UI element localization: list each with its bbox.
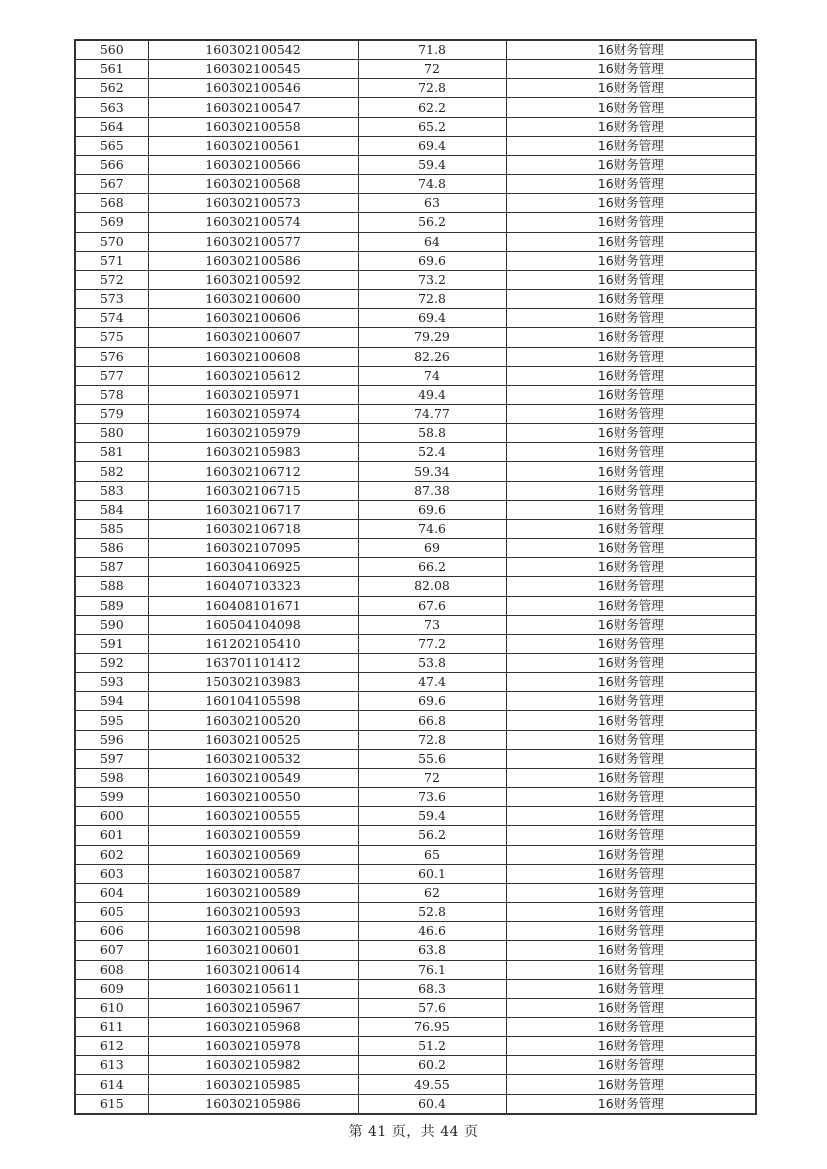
student-id-cell: 163701101412 bbox=[148, 654, 358, 673]
table-row bbox=[75, 788, 756, 807]
student-id-cell: 160302105983 bbox=[148, 443, 358, 462]
student-id-cell: 160302100606 bbox=[148, 309, 358, 328]
major-cell: 16财务管理 bbox=[506, 60, 756, 79]
student-id-cell: 160302100589 bbox=[148, 883, 358, 902]
row-number-cell: 609 bbox=[75, 979, 148, 998]
student-id-cell: 160104105598 bbox=[148, 692, 358, 711]
score-cell: 66.8 bbox=[358, 711, 506, 730]
student-id-cell: 160302105978 bbox=[148, 1037, 358, 1056]
major-cell: 16财务管理 bbox=[506, 807, 756, 826]
row-number-cell: 576 bbox=[75, 347, 148, 366]
student-id-cell: 160302100555 bbox=[148, 807, 358, 826]
student-id-cell: 160302100520 bbox=[148, 711, 358, 730]
score-cell: 69.6 bbox=[358, 500, 506, 519]
score-cell: 62 bbox=[358, 883, 506, 902]
row-number-cell: 575 bbox=[75, 328, 148, 347]
table-row bbox=[75, 462, 756, 481]
row-number-cell: 605 bbox=[75, 903, 148, 922]
score-cell: 52.8 bbox=[358, 903, 506, 922]
score-cell: 77.2 bbox=[358, 634, 506, 653]
table-row bbox=[75, 424, 756, 443]
major-cell: 16财务管理 bbox=[506, 673, 756, 692]
row-number-cell: 569 bbox=[75, 213, 148, 232]
table-row bbox=[75, 213, 756, 232]
student-id-cell: 160302100573 bbox=[148, 194, 358, 213]
table-row bbox=[75, 883, 756, 902]
table-row bbox=[75, 1075, 756, 1094]
score-cell: 79.29 bbox=[358, 328, 506, 347]
score-cell: 74 bbox=[358, 366, 506, 385]
score-cell: 57.6 bbox=[358, 998, 506, 1017]
major-cell: 16财务管理 bbox=[506, 251, 756, 270]
student-id-cell: 160302100547 bbox=[148, 98, 358, 117]
score-cell: 62.2 bbox=[358, 98, 506, 117]
row-number-cell: 584 bbox=[75, 500, 148, 519]
major-cell: 16财务管理 bbox=[506, 117, 756, 136]
student-id-cell: 160302106715 bbox=[148, 481, 358, 500]
major-cell: 16财务管理 bbox=[506, 558, 756, 577]
table-row bbox=[75, 634, 756, 653]
row-number-cell: 564 bbox=[75, 117, 148, 136]
major-cell: 16财务管理 bbox=[506, 500, 756, 519]
student-id-cell: 160302100598 bbox=[148, 922, 358, 941]
row-number-cell: 570 bbox=[75, 232, 148, 251]
student-id-cell: 160302100592 bbox=[148, 270, 358, 289]
score-cell: 51.2 bbox=[358, 1037, 506, 1056]
student-id-cell: 160302105982 bbox=[148, 1056, 358, 1075]
table-row bbox=[75, 749, 756, 768]
row-number-cell: 603 bbox=[75, 864, 148, 883]
student-id-cell: 160302100608 bbox=[148, 347, 358, 366]
major-cell: 16财务管理 bbox=[506, 711, 756, 730]
table-row bbox=[75, 768, 756, 787]
row-number-cell: 594 bbox=[75, 692, 148, 711]
major-cell: 16财务管理 bbox=[506, 615, 756, 634]
row-number-cell: 602 bbox=[75, 845, 148, 864]
score-cell: 59.4 bbox=[358, 807, 506, 826]
student-id-cell: 160302105968 bbox=[148, 1017, 358, 1036]
major-cell: 16财务管理 bbox=[506, 462, 756, 481]
row-number-cell: 593 bbox=[75, 673, 148, 692]
score-cell: 69.4 bbox=[358, 136, 506, 155]
student-id-cell: 160302100525 bbox=[148, 730, 358, 749]
student-id-cell: 160302100545 bbox=[148, 60, 358, 79]
row-number-cell: 613 bbox=[75, 1056, 148, 1075]
major-cell: 16财务管理 bbox=[506, 270, 756, 289]
table-row bbox=[75, 404, 756, 423]
score-cell: 67.6 bbox=[358, 596, 506, 615]
row-number-cell: 587 bbox=[75, 558, 148, 577]
score-cell: 52.4 bbox=[358, 443, 506, 462]
row-number-cell: 607 bbox=[75, 941, 148, 960]
score-table bbox=[74, 39, 757, 1115]
major-cell: 16财务管理 bbox=[506, 309, 756, 328]
major-cell: 16财务管理 bbox=[506, 634, 756, 653]
student-id-cell: 160302100587 bbox=[148, 864, 358, 883]
score-cell: 60.2 bbox=[358, 1056, 506, 1075]
row-number-cell: 592 bbox=[75, 654, 148, 673]
student-id-cell: 160302100561 bbox=[148, 136, 358, 155]
table-row bbox=[75, 903, 756, 922]
student-id-cell: 160504104098 bbox=[148, 615, 358, 634]
table-row bbox=[75, 309, 756, 328]
row-number-cell: 586 bbox=[75, 539, 148, 558]
score-cell: 69.6 bbox=[358, 692, 506, 711]
student-id-cell: 160302100601 bbox=[148, 941, 358, 960]
student-id-cell: 160302100607 bbox=[148, 328, 358, 347]
score-cell: 73.6 bbox=[358, 788, 506, 807]
row-number-cell: 563 bbox=[75, 98, 148, 117]
table-row bbox=[75, 864, 756, 883]
score-cell: 63.8 bbox=[358, 941, 506, 960]
student-id-cell: 160302100568 bbox=[148, 175, 358, 194]
student-id-cell: 160302100614 bbox=[148, 960, 358, 979]
major-cell: 16财务管理 bbox=[506, 1094, 756, 1114]
score-cell: 71.8 bbox=[358, 40, 506, 60]
page-footer: 第 41 页，共 44 页 bbox=[348, 1124, 479, 1140]
major-cell: 16财务管理 bbox=[506, 1056, 756, 1075]
major-cell: 16财务管理 bbox=[506, 788, 756, 807]
table-row bbox=[75, 711, 756, 730]
student-id-cell: 160302105611 bbox=[148, 979, 358, 998]
student-id-cell: 160302105985 bbox=[148, 1075, 358, 1094]
major-cell: 16财务管理 bbox=[506, 328, 756, 347]
row-number-cell: 583 bbox=[75, 481, 148, 500]
score-cell: 53.8 bbox=[358, 654, 506, 673]
student-id-cell: 160302100532 bbox=[148, 749, 358, 768]
major-cell: 16财务管理 bbox=[506, 730, 756, 749]
table-row bbox=[75, 136, 756, 155]
score-cell: 72.8 bbox=[358, 290, 506, 309]
score-cell: 55.6 bbox=[358, 749, 506, 768]
score-cell: 72 bbox=[358, 768, 506, 787]
student-id-cell: 160302105986 bbox=[148, 1094, 358, 1114]
table-row bbox=[75, 232, 756, 251]
score-cell: 63 bbox=[358, 194, 506, 213]
major-cell: 16财务管理 bbox=[506, 213, 756, 232]
row-number-cell: 562 bbox=[75, 79, 148, 98]
major-cell: 16财务管理 bbox=[506, 232, 756, 251]
table-row bbox=[75, 941, 756, 960]
score-cell: 73 bbox=[358, 615, 506, 634]
table-row bbox=[75, 1037, 756, 1056]
row-number-cell: 601 bbox=[75, 826, 148, 845]
student-id-cell: 160302100550 bbox=[148, 788, 358, 807]
student-id-cell: 161202105410 bbox=[148, 634, 358, 653]
score-cell: 59.4 bbox=[358, 155, 506, 174]
table-row bbox=[75, 290, 756, 309]
student-id-cell: 160302100549 bbox=[148, 768, 358, 787]
score-cell: 60.1 bbox=[358, 864, 506, 883]
row-number-cell: 581 bbox=[75, 443, 148, 462]
table-row bbox=[75, 1056, 756, 1075]
student-id-cell: 160302105612 bbox=[148, 366, 358, 385]
row-number-cell: 565 bbox=[75, 136, 148, 155]
row-number-cell: 591 bbox=[75, 634, 148, 653]
row-number-cell: 612 bbox=[75, 1037, 148, 1056]
table-row bbox=[75, 481, 756, 500]
score-cell: 46.6 bbox=[358, 922, 506, 941]
score-cell: 69.4 bbox=[358, 309, 506, 328]
score-cell: 65.2 bbox=[358, 117, 506, 136]
score-cell: 58.8 bbox=[358, 424, 506, 443]
row-number-cell: 580 bbox=[75, 424, 148, 443]
score-cell: 68.3 bbox=[358, 979, 506, 998]
score-table-body bbox=[75, 40, 756, 1114]
major-cell: 16财务管理 bbox=[506, 1017, 756, 1036]
student-id-cell: 160302100542 bbox=[148, 40, 358, 60]
row-number-cell: 571 bbox=[75, 251, 148, 270]
score-cell: 74.8 bbox=[358, 175, 506, 194]
table-row bbox=[75, 385, 756, 404]
table-row bbox=[75, 922, 756, 941]
score-cell: 66.2 bbox=[358, 558, 506, 577]
score-cell: 73.2 bbox=[358, 270, 506, 289]
major-cell: 16财务管理 bbox=[506, 768, 756, 787]
row-number-cell: 567 bbox=[75, 175, 148, 194]
major-cell: 16财务管理 bbox=[506, 577, 756, 596]
table-row bbox=[75, 577, 756, 596]
major-cell: 16财务管理 bbox=[506, 1075, 756, 1094]
student-id-cell: 160302105974 bbox=[148, 404, 358, 423]
major-cell: 16财务管理 bbox=[506, 385, 756, 404]
score-cell: 49.4 bbox=[358, 385, 506, 404]
score-cell: 72 bbox=[358, 60, 506, 79]
row-number-cell: 568 bbox=[75, 194, 148, 213]
table-row bbox=[75, 1094, 756, 1114]
student-id-cell: 160302100574 bbox=[148, 213, 358, 232]
table-row bbox=[75, 596, 756, 615]
major-cell: 16财务管理 bbox=[506, 826, 756, 845]
student-id-cell: 160302100558 bbox=[148, 117, 358, 136]
major-cell: 16财务管理 bbox=[506, 979, 756, 998]
major-cell: 16财务管理 bbox=[506, 290, 756, 309]
row-number-cell: 595 bbox=[75, 711, 148, 730]
table-row bbox=[75, 270, 756, 289]
student-id-cell: 160302106712 bbox=[148, 462, 358, 481]
score-cell: 69 bbox=[358, 539, 506, 558]
table-row bbox=[75, 1017, 756, 1036]
row-number-cell: 598 bbox=[75, 768, 148, 787]
student-id-cell: 160302100569 bbox=[148, 845, 358, 864]
row-number-cell: 608 bbox=[75, 960, 148, 979]
table-row bbox=[75, 155, 756, 174]
row-number-cell: 579 bbox=[75, 404, 148, 423]
student-id-cell: 160302106717 bbox=[148, 500, 358, 519]
major-cell: 16财务管理 bbox=[506, 654, 756, 673]
table-row bbox=[75, 558, 756, 577]
row-number-cell: 577 bbox=[75, 366, 148, 385]
row-number-cell: 578 bbox=[75, 385, 148, 404]
table-row bbox=[75, 539, 756, 558]
student-id-cell: 160302105979 bbox=[148, 424, 358, 443]
score-cell: 65 bbox=[358, 845, 506, 864]
score-cell: 60.4 bbox=[358, 1094, 506, 1114]
major-cell: 16财务管理 bbox=[506, 519, 756, 538]
student-id-cell: 150302103983 bbox=[148, 673, 358, 692]
major-cell: 16财务管理 bbox=[506, 903, 756, 922]
major-cell: 16财务管理 bbox=[506, 79, 756, 98]
table-row bbox=[75, 826, 756, 845]
row-number-cell: 588 bbox=[75, 577, 148, 596]
row-number-cell: 610 bbox=[75, 998, 148, 1017]
major-cell: 16财务管理 bbox=[506, 481, 756, 500]
major-cell: 16财务管理 bbox=[506, 366, 756, 385]
student-id-cell: 160302100577 bbox=[148, 232, 358, 251]
student-id-cell: 160302100600 bbox=[148, 290, 358, 309]
major-cell: 16财务管理 bbox=[506, 596, 756, 615]
score-cell: 69.6 bbox=[358, 251, 506, 270]
table-row bbox=[75, 615, 756, 634]
major-cell: 16财务管理 bbox=[506, 404, 756, 423]
student-id-cell: 160302100586 bbox=[148, 251, 358, 270]
table-row bbox=[75, 366, 756, 385]
table-row bbox=[75, 730, 756, 749]
score-cell: 82.08 bbox=[358, 577, 506, 596]
table-row bbox=[75, 673, 756, 692]
student-id-cell: 160302107095 bbox=[148, 539, 358, 558]
score-cell: 76.95 bbox=[358, 1017, 506, 1036]
table-row bbox=[75, 500, 756, 519]
row-number-cell: 614 bbox=[75, 1075, 148, 1094]
score-cell: 59.34 bbox=[358, 462, 506, 481]
major-cell: 16财务管理 bbox=[506, 155, 756, 174]
table-row bbox=[75, 194, 756, 213]
table-row bbox=[75, 60, 756, 79]
score-cell: 87.38 bbox=[358, 481, 506, 500]
score-cell: 47.4 bbox=[358, 673, 506, 692]
score-cell: 74.77 bbox=[358, 404, 506, 423]
major-cell: 16财务管理 bbox=[506, 998, 756, 1017]
table-row bbox=[75, 692, 756, 711]
table-row bbox=[75, 117, 756, 136]
major-cell: 16财务管理 bbox=[506, 443, 756, 462]
table-row bbox=[75, 998, 756, 1017]
major-cell: 16财务管理 bbox=[506, 960, 756, 979]
major-cell: 16财务管理 bbox=[506, 539, 756, 558]
major-cell: 16财务管理 bbox=[506, 941, 756, 960]
row-number-cell: 606 bbox=[75, 922, 148, 941]
student-id-cell: 160302100593 bbox=[148, 903, 358, 922]
major-cell: 16财务管理 bbox=[506, 692, 756, 711]
table-row bbox=[75, 98, 756, 117]
major-cell: 16财务管理 bbox=[506, 98, 756, 117]
row-number-cell: 582 bbox=[75, 462, 148, 481]
student-id-cell: 160408101671 bbox=[148, 596, 358, 615]
table-row bbox=[75, 347, 756, 366]
table-row bbox=[75, 960, 756, 979]
row-number-cell: 561 bbox=[75, 60, 148, 79]
score-cell: 76.1 bbox=[358, 960, 506, 979]
major-cell: 16财务管理 bbox=[506, 136, 756, 155]
row-number-cell: 573 bbox=[75, 290, 148, 309]
row-number-cell: 560 bbox=[75, 40, 148, 60]
score-cell: 72.8 bbox=[358, 79, 506, 98]
major-cell: 16财务管理 bbox=[506, 845, 756, 864]
student-id-cell: 160302106718 bbox=[148, 519, 358, 538]
row-number-cell: 572 bbox=[75, 270, 148, 289]
row-number-cell: 600 bbox=[75, 807, 148, 826]
table-row bbox=[75, 40, 756, 60]
score-cell: 56.2 bbox=[358, 213, 506, 232]
major-cell: 16财务管理 bbox=[506, 749, 756, 768]
table-row bbox=[75, 979, 756, 998]
row-number-cell: 615 bbox=[75, 1094, 148, 1114]
table-row bbox=[75, 79, 756, 98]
major-cell: 16财务管理 bbox=[506, 883, 756, 902]
row-number-cell: 597 bbox=[75, 749, 148, 768]
score-cell: 72.8 bbox=[358, 730, 506, 749]
student-id-cell: 160302100559 bbox=[148, 826, 358, 845]
score-cell: 74.6 bbox=[358, 519, 506, 538]
major-cell: 16财务管理 bbox=[506, 922, 756, 941]
table-row bbox=[75, 443, 756, 462]
student-id-cell: 160302105971 bbox=[148, 385, 358, 404]
student-id-cell: 160302100546 bbox=[148, 79, 358, 98]
student-id-cell: 160302100566 bbox=[148, 155, 358, 174]
student-id-cell: 160304106925 bbox=[148, 558, 358, 577]
major-cell: 16财务管理 bbox=[506, 347, 756, 366]
student-id-cell: 160302105967 bbox=[148, 998, 358, 1017]
row-number-cell: 596 bbox=[75, 730, 148, 749]
table-row bbox=[75, 328, 756, 347]
row-number-cell: 574 bbox=[75, 309, 148, 328]
score-cell: 64 bbox=[358, 232, 506, 251]
major-cell: 16财务管理 bbox=[506, 864, 756, 883]
student-id-cell: 160407103323 bbox=[148, 577, 358, 596]
major-cell: 16财务管理 bbox=[506, 194, 756, 213]
major-cell: 16财务管理 bbox=[506, 40, 756, 60]
table-row bbox=[75, 251, 756, 270]
table-row bbox=[75, 807, 756, 826]
major-cell: 16财务管理 bbox=[506, 1037, 756, 1056]
row-number-cell: 589 bbox=[75, 596, 148, 615]
table-row bbox=[75, 654, 756, 673]
row-number-cell: 566 bbox=[75, 155, 148, 174]
row-number-cell: 590 bbox=[75, 615, 148, 634]
row-number-cell: 604 bbox=[75, 883, 148, 902]
score-cell: 49.55 bbox=[358, 1075, 506, 1094]
table-row bbox=[75, 845, 756, 864]
score-cell: 56.2 bbox=[358, 826, 506, 845]
major-cell: 16财务管理 bbox=[506, 424, 756, 443]
major-cell: 16财务管理 bbox=[506, 175, 756, 194]
row-number-cell: 611 bbox=[75, 1017, 148, 1036]
row-number-cell: 585 bbox=[75, 519, 148, 538]
table-row bbox=[75, 175, 756, 194]
row-number-cell: 599 bbox=[75, 788, 148, 807]
table-row bbox=[75, 519, 756, 538]
score-cell: 82.26 bbox=[358, 347, 506, 366]
